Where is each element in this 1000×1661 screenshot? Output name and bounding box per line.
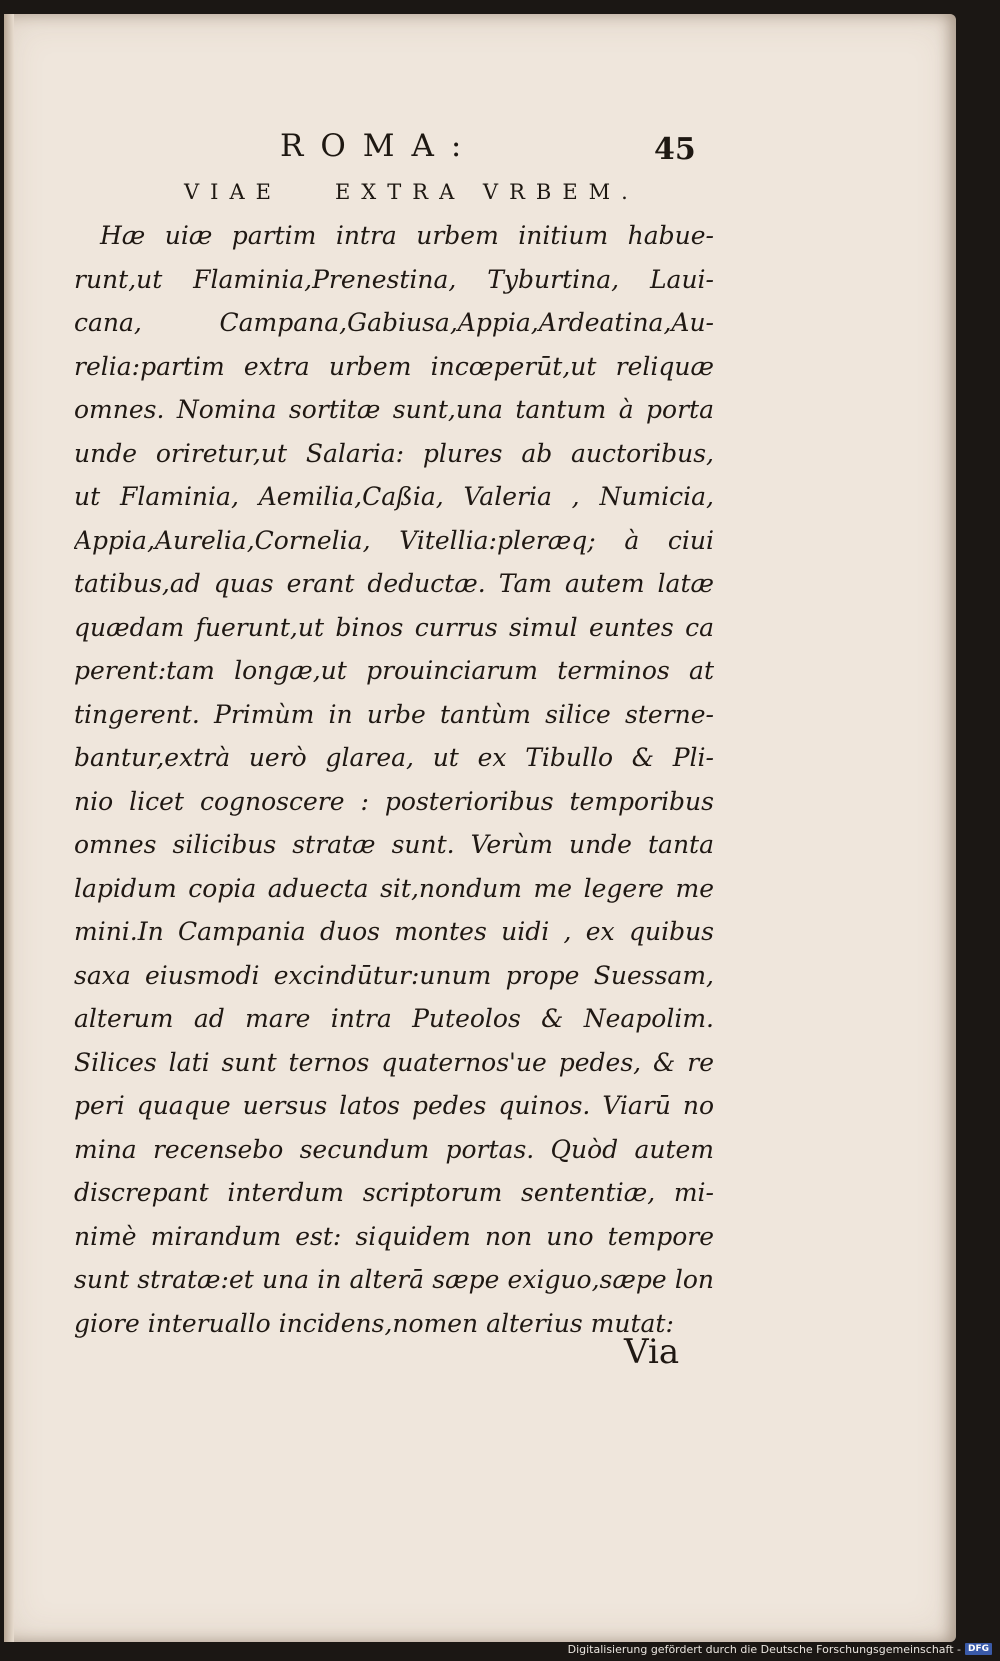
dfg-logo-icon: DFG — [965, 1643, 992, 1655]
text-line: perent:tam longæ,ut prouinciarum terminos at — [74, 656, 714, 685]
text-line: bantur,extrà uerò glarea, ut ex Tibullo & Pli- — [74, 743, 714, 772]
text-line: mini.In Campania duos montes uidi , ex quibus — [74, 917, 714, 946]
text-line: tingerent. Primùm in urbe tantùm silice sterne- — [74, 699, 714, 729]
text-line: ut Flaminia, Aemilia,Caßia, Valeria , Numicia, — [74, 482, 714, 511]
text-line: sunt stratæ:et una in alterā sæpe exiguo,sæpe lon — [74, 1265, 714, 1294]
text-line: discrepant interdum scriptorum sententiæ, mi- — [74, 1178, 714, 1207]
text-line: cana, Campana,Gabiusa,Appia,Ardeatina,Au- — [74, 308, 714, 337]
text-line: omnes. Nomina sortitæ sunt,una tantum à porta — [74, 395, 714, 424]
text-line: tatibus,ad quas erant deductæ. Tam autem latæ — [74, 569, 714, 598]
text-line: omnes silicibus stratæ sunt. Verùm unde tanta — [74, 830, 714, 859]
funding-credit: Digitalisierung gefördert durch die Deutsche Forschungsgemeinschaft - — [567, 1642, 961, 1656]
text-line: lapidum copia aduecta sit,nondum me legere me — [74, 873, 714, 903]
text-line: peri quaque uersus latos pedes quinos. Viarū no — [74, 1091, 714, 1120]
running-head-title: ROMA: — [280, 128, 479, 164]
text-line: Hæ uiæ partim intra urbem initium habue- — [100, 221, 714, 250]
book-page — [4, 14, 956, 1642]
page-number: 45 — [654, 132, 696, 167]
text-line: mina recensebo secundum portas. Quòd autem — [74, 1134, 714, 1164]
running-head — [4, 118, 764, 178]
catchword: Via — [624, 1332, 680, 1372]
text-line: alterum ad mare intra Puteolos & Neapolim. — [74, 1004, 714, 1033]
text-line: Appia,Aurelia,Cornelia, Vitellia:pleræq; à ciui — [74, 525, 714, 555]
text-line: Silices lati sunt ternos quaternos'ue pedes, & re — [74, 1047, 714, 1077]
text-line: unde oriretur,ut Salaria: plures ab auctoribus, — [74, 438, 714, 468]
text-line: runt,ut Flaminia,Prenestina, Tyburtina, Laui- — [74, 264, 714, 294]
page-gutter — [4, 14, 14, 1642]
digitization-footer — [568, 1641, 992, 1657]
text-line: relia:partim extra urbem incœperūt,ut reliquæ — [74, 351, 714, 381]
text-line: giore interuallo incidens,nomen alterius mutat: — [74, 1308, 674, 1338]
body-text — [74, 214, 714, 1345]
section-heading: VIAE EXTRA VRBEM. — [184, 180, 639, 204]
text-line: quædam fuerunt,ut binos currus simul euntes ca — [74, 612, 714, 642]
text-line: nimè mirandum est: siquidem non uno tempore — [74, 1221, 714, 1251]
text-line: saxa eiusmodi excindūtur:unum prope Suessam, — [74, 960, 714, 990]
text-line: nio licet cognoscere : posterioribus temporibus — [74, 786, 714, 816]
